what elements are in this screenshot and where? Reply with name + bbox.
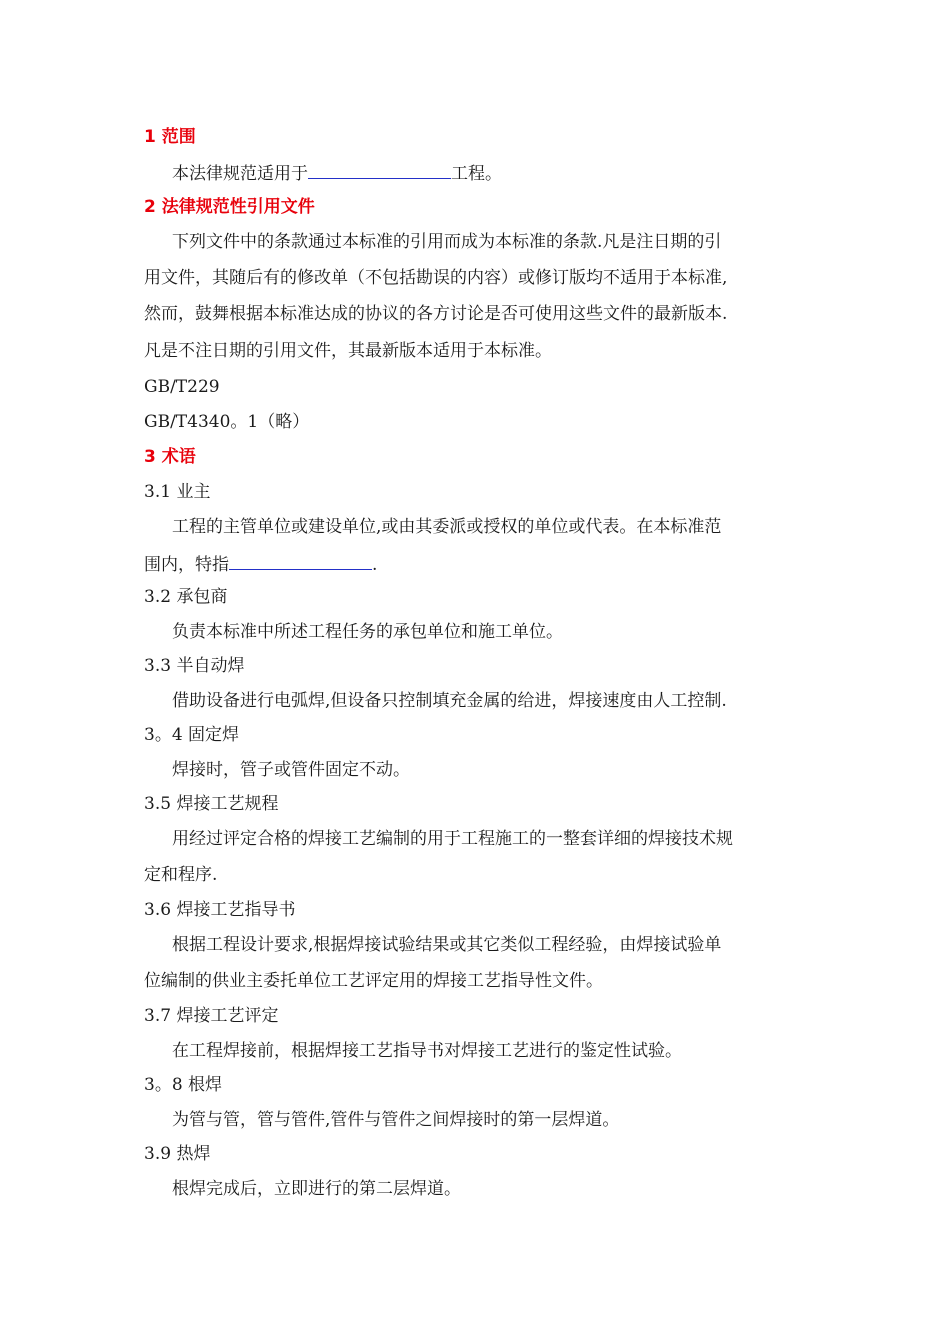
term-3-7-title: 3.7 焊接工艺评定 — [144, 1006, 279, 1026]
term-3-3-title: 3.3 半自动焊 — [144, 656, 245, 676]
term-3-5-title: 3.5 焊接工艺规程 — [144, 794, 279, 814]
term-3-8-desc: 为管与管，管与管件,管件与管件之间焊接时的第一层焊道。 — [172, 1110, 620, 1130]
section-2-para-line-1: 下列文件中的条款通过本标准的引用而成为本标准的条款.凡是注日期的引 — [172, 232, 722, 252]
term-3-1-title: 3.1 业主 — [144, 482, 211, 502]
term-3-5-desc-line-2: 定和程序. — [144, 865, 218, 885]
term-3-6-desc-line-1: 根据工程设计要求,根据焊接试验结果或其它类似工程经验，由焊接试验单 — [172, 935, 722, 955]
term-3-9-title: 3.9 热焊 — [144, 1144, 211, 1164]
term-3-6-desc-line-2: 位编制的供业主委托单位工艺评定用的焊接工艺指导性文件。 — [144, 971, 603, 991]
term-3-2-desc: 负责本标准中所述工程任务的承包单位和施工单位。 — [172, 622, 563, 642]
term-3-7-desc: 在工程焊接前，根据焊接工艺指导书对焊接工艺进行的鉴定性试验。 — [172, 1041, 682, 1061]
section-1-text-pre: 本法律规范适用于 — [172, 164, 308, 184]
section-2-title: 2 法律规范性引用文件 — [144, 197, 315, 217]
reference-gbt4340: GB/T4340。1（略） — [144, 412, 310, 432]
term-3-1-desc-line-1: 工程的主管单位或建设单位,或由其委派或授权的单位或代表。在本标准范 — [172, 517, 722, 537]
term-3-1-desc-line-2 — [144, 551, 377, 575]
section-2-para-line-2: 用文件，其随后有的修改单（不包括勘误的内容）或修订版均不适用于本标准, — [144, 268, 728, 288]
term-3-9-desc: 根焊完成后，立即进行的第二层焊道。 — [172, 1179, 461, 1199]
term-3-6-title: 3.6 焊接工艺指导书 — [144, 900, 296, 920]
term-3-2-title: 3.2 承包商 — [144, 587, 228, 607]
term-3-4-title: 3。4 固定焊 — [144, 725, 240, 745]
section-3-title: 3 术语 — [144, 447, 196, 467]
term-3-1-desc-pre: 围内，特指 — [144, 555, 229, 575]
section-1-text-post: 工程。 — [451, 164, 502, 184]
owner-name-blank — [229, 551, 372, 570]
reference-gbt229: GB/T229 — [144, 377, 220, 397]
term-3-1-desc-post: . — [372, 555, 378, 575]
section-2-para-line-4: 凡是不注日期的引用文件，其最新版本适用于本标准。 — [144, 341, 552, 361]
term-3-5-desc-line-1: 用经过评定合格的焊接工艺编制的用于工程施工的一整套详细的焊接技术规 — [172, 829, 733, 849]
project-name-blank — [308, 160, 451, 179]
section-1-text — [172, 160, 502, 184]
section-2-para-line-3: 然而，鼓舞根据本标准达成的协议的各方讨论是否可使用这些文件的最新版本. — [144, 304, 728, 324]
term-3-8-title: 3。8 根焊 — [144, 1075, 223, 1095]
section-1-title: 1 范围 — [144, 127, 196, 147]
term-3-4-desc: 焊接时，管子或管件固定不动。 — [172, 760, 410, 780]
term-3-3-desc: 借助设备进行电弧焊,但设备只控制填充金属的给进，焊接速度由人工控制. — [172, 691, 727, 711]
